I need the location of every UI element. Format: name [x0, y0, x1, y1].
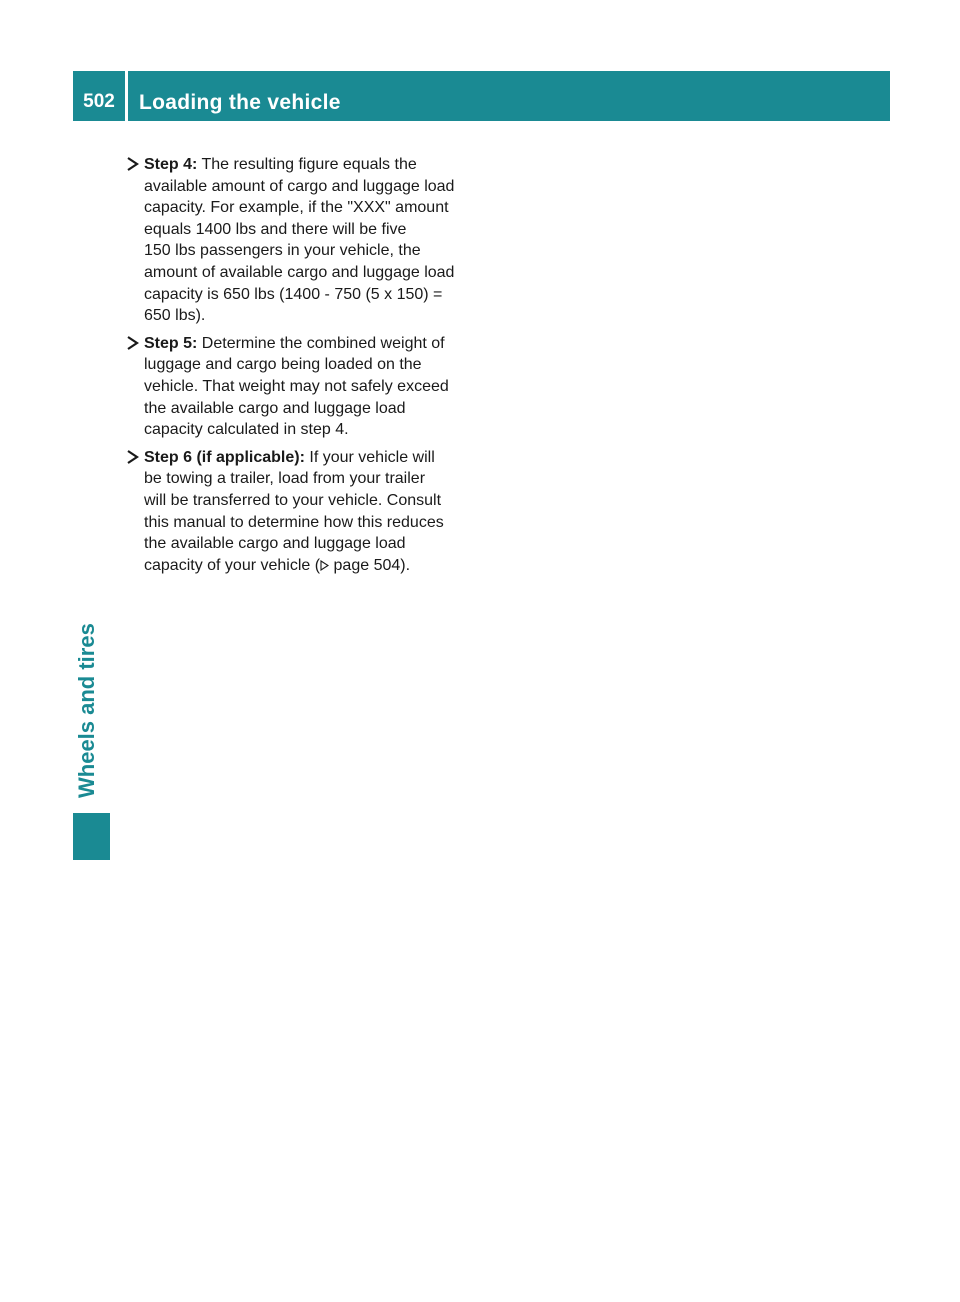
- main-content: [127, 154, 465, 582]
- side-tab: [73, 121, 110, 861]
- page-number: 502: [83, 91, 115, 112]
- step-line: capacity. For example, if the "XXX" amount: [144, 199, 449, 217]
- step-item: [127, 447, 465, 577]
- step-arrow-icon: [127, 449, 139, 465]
- step-line-text: capacity of your vehicle (: [144, 556, 321, 574]
- header-divider: [125, 71, 128, 121]
- step-line: [144, 447, 465, 469]
- step-line: [144, 333, 465, 355]
- step-line: [144, 154, 465, 176]
- step-arrow-icon: [127, 156, 139, 172]
- step-text: [144, 333, 465, 441]
- step-arrow-icon: [127, 335, 139, 351]
- page-reference-link[interactable]: page 504).: [329, 556, 411, 574]
- step-line: equals 1400 lbs and there will be five: [144, 220, 407, 238]
- step-line: the available cargo and luggage load: [144, 399, 406, 417]
- page-reference-arrow-icon: [320, 560, 329, 571]
- step-line: amount of available cargo and luggage load: [144, 263, 455, 281]
- step-item: [127, 154, 465, 327]
- step-line: [144, 555, 465, 577]
- step-label: Step 4:: [144, 156, 198, 173]
- header-bar: [73, 71, 890, 121]
- page-title: Loading the vehicle: [139, 91, 341, 114]
- step-line: the available cargo and luggage load: [144, 535, 406, 553]
- step-text: [144, 154, 465, 327]
- step-line: be towing a trailer, load from your trailer: [144, 470, 426, 488]
- step-line: available amount of cargo and luggage load: [144, 177, 455, 195]
- step-line: 650 lbs).: [144, 307, 206, 325]
- step-text: [144, 447, 465, 577]
- step-line: this manual to determine how this reduces: [144, 513, 444, 531]
- step-label: Step 6 (if applicable):: [144, 448, 305, 466]
- step-line-text: The resulting figure equals the: [201, 156, 417, 173]
- step-line: 150 lbs passengers in your vehicle, the: [144, 242, 421, 260]
- step-line: capacity is 650 lbs (1400 - 750 (5 x 150) =: [144, 285, 443, 303]
- step-label: Step 5:: [144, 334, 198, 352]
- step-line: will be transferred to your vehicle. Consult: [144, 491, 442, 509]
- step-item: [127, 333, 465, 441]
- step-line-text: If your vehicle will: [309, 448, 435, 466]
- section-label: Wheels and tires: [73, 623, 99, 798]
- step-line-text: Determine the combined weight of: [201, 334, 445, 352]
- step-line: luggage and cargo being loaded on the: [144, 356, 422, 374]
- step-line: vehicle. That weight may not safely exceed: [144, 377, 449, 395]
- side-tab-label: [73, 121, 110, 811]
- step-line: capacity calculated in step 4.: [144, 421, 349, 439]
- side-tab-block: [73, 813, 110, 860]
